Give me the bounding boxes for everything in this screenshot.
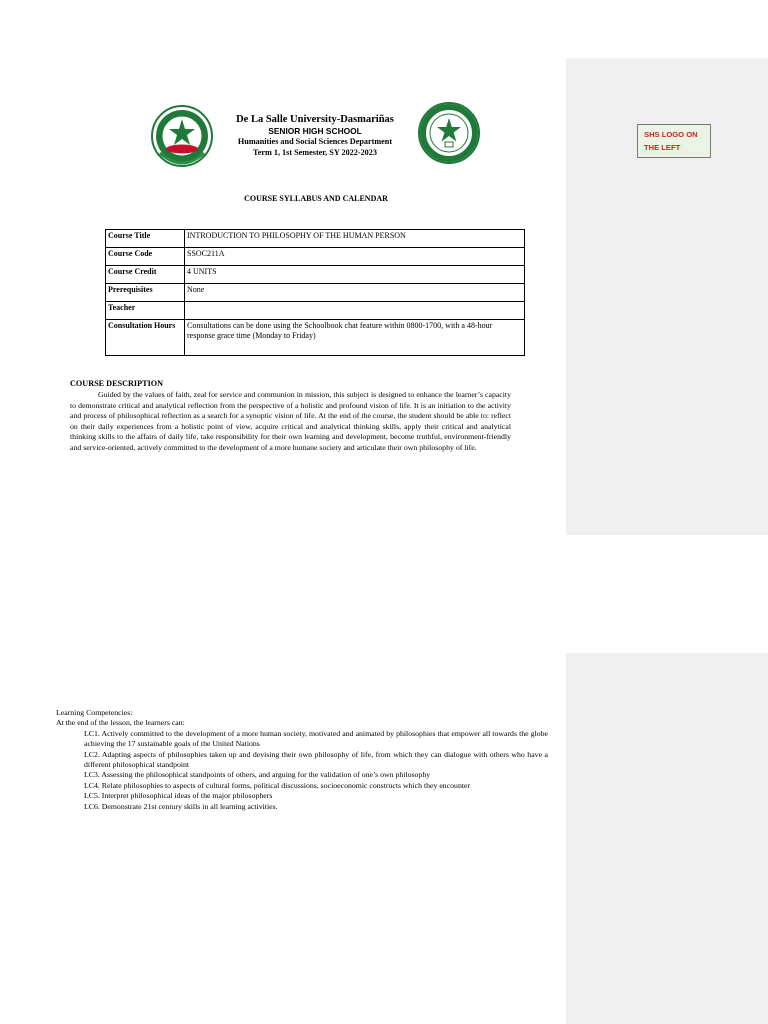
row-label: Course Title	[106, 230, 185, 248]
department-name: Humanities and Social Sciences Department	[237, 137, 393, 146]
row-label: Consultation Hours	[106, 320, 185, 356]
comment-margin-bottom	[566, 653, 768, 1024]
list-item: LC1. Actively committed to the development of a more human society, motivated and animated by philosophies that empower all towards the globe achieving the 17 sustainable goals of the United Nations	[84, 728, 548, 749]
row-value: 4 UNITS	[185, 266, 525, 284]
row-value: Consultations can be done using the Schoolbook chat feature within 0800-1700, with a 48-hour response grace time (Monday to Friday)	[185, 320, 525, 356]
list-item: LC2. Adapting aspects of philosophies taken up and devising their own philosophy of life, from which they can dialogue with others who have a different philosophical standpoint	[84, 749, 548, 770]
table-row	[106, 284, 525, 302]
table-row	[106, 302, 525, 320]
course-description-heading: COURSE DESCRIPTION	[70, 379, 164, 388]
university-seal-logo	[151, 105, 213, 167]
row-value	[185, 302, 525, 320]
document-title: COURSE SYLLABUS AND CALENDAR	[244, 194, 388, 203]
university-name: De La Salle University-Dasmariñas	[236, 114, 394, 125]
row-label: Course Credit	[106, 266, 185, 284]
list-item: LC6. Demonstrate 21st century skills in all learning activities.	[84, 801, 278, 811]
course-description-text	[70, 390, 511, 454]
comment-line-1: SHS LOGO ON	[644, 130, 698, 139]
competencies-intro: At the end of the lesson, the learners can:	[56, 718, 185, 728]
competencies-list	[56, 729, 548, 812]
document-header	[210, 114, 420, 158]
row-value: None	[185, 284, 525, 302]
shs-seal-logo	[418, 102, 480, 164]
course-info-table	[105, 229, 525, 356]
table-row	[106, 266, 525, 284]
list-item: LC5. Interpret philosophical ideas of the major philosophers	[84, 791, 273, 801]
school-name: SENIOR HIGH SCHOOL	[268, 126, 362, 136]
table-row	[106, 320, 525, 356]
row-label: Course Code	[106, 248, 185, 266]
term-label: Term 1, 1st Semester, SY 2022-2023	[253, 148, 377, 157]
table-row	[106, 248, 525, 266]
list-item: LC4. Relate philosophies to aspects of cultural forms, political discussions, socioeconomic constructs which they encounter	[84, 780, 471, 790]
row-label: Prerequisites	[106, 284, 185, 302]
review-comment[interactable]	[637, 124, 711, 158]
row-value: SSOC211A	[185, 248, 525, 266]
learning-competencies	[56, 708, 548, 812]
row-label: Teacher	[106, 302, 185, 320]
comment-line-2: THE LEFT	[644, 143, 681, 152]
table-row	[106, 230, 525, 248]
list-item: LC3. Assessing the philosophical standpoints of others, and arguing for the validation of one’s own philosophy	[84, 770, 431, 780]
course-description-paragraph: Guided by the values of faith, zeal for service and communion in mission, this subject is designed to enhance the learner’s capacity to demonstrate critical and analytical reflection from the perspective of a holistic and profound vision of life. It is an initiation to the activity and process of philosophical reflection as a search for a synoptic vision of life. At the end of the course, the student should be able to: reflect on their daily experiences from a holistic point of view, acquire critical and analytical thinking skills, apply their critical and analytical thinking skills to the affairs of daily life, take responsibility for their own learning and development, become truthful, environment-friendly and service-oriented, actively committed to the development of a more humane society and articulate their own philosophy of life.	[70, 390, 511, 452]
row-value: INTRODUCTION TO PHILOSOPHY OF THE HUMAN PERSON	[185, 230, 525, 248]
competencies-title: Learning Competencies:	[56, 708, 133, 717]
